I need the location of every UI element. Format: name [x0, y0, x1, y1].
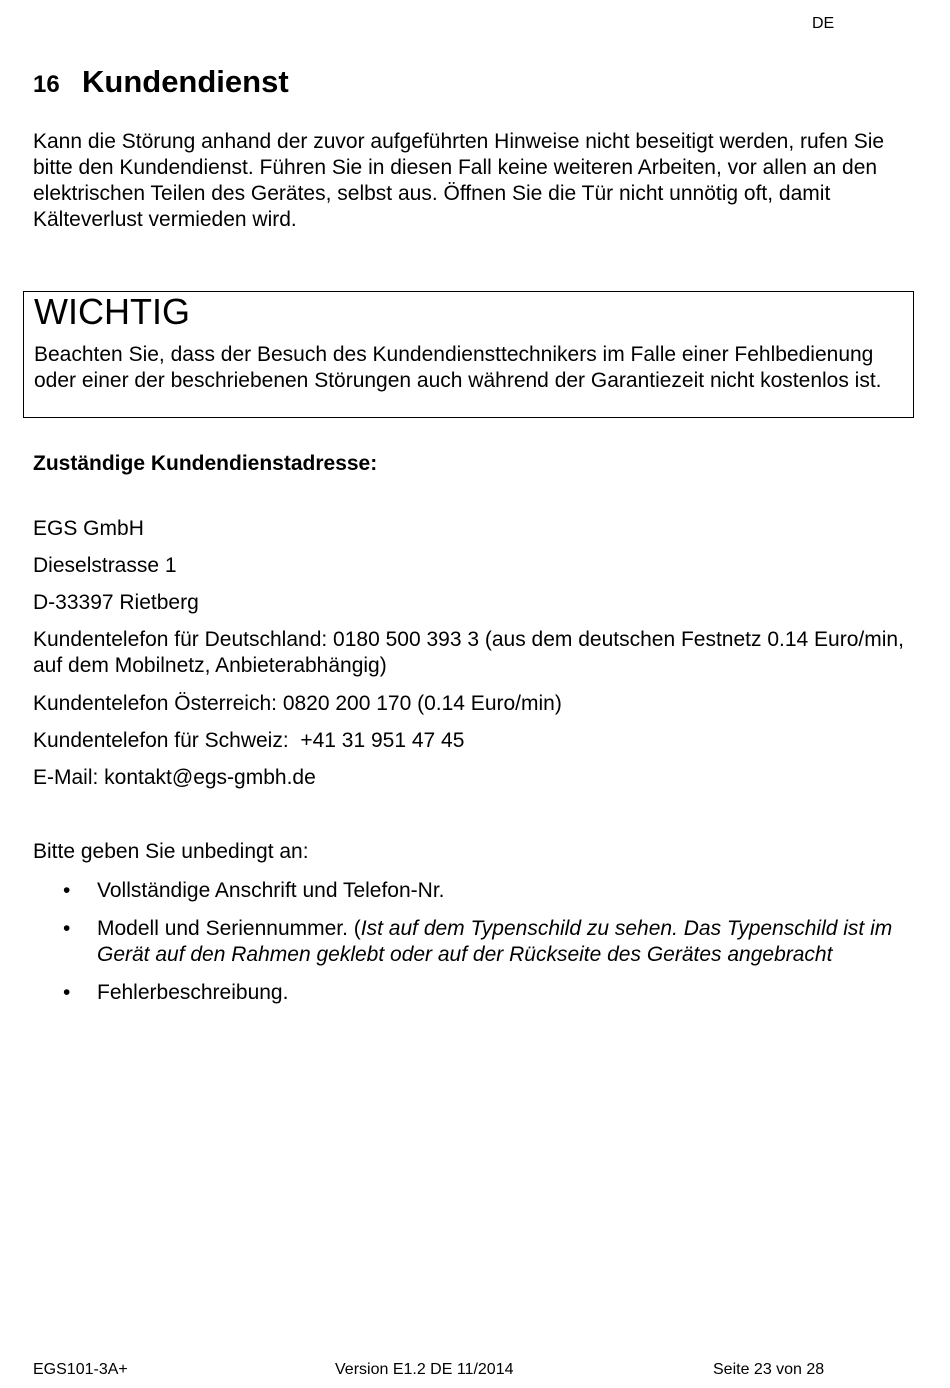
address-phone-at: Kundentelefon Österreich: 0820 200 170 (0.14 Euro/min): [33, 692, 562, 715]
instructions-list: [33, 878, 923, 1018]
list-item: [33, 878, 923, 904]
bullet-icon: •: [63, 879, 71, 902]
section-heading: [33, 64, 289, 100]
address-street: Dieselstrasse 1: [33, 554, 177, 577]
list-item-text: Fehlerbeschreibung.: [97, 981, 289, 1004]
list-item: [33, 916, 923, 968]
address-heading: Zuständige Kundendienstadresse:: [33, 452, 378, 475]
footer-model: EGS101-3A+: [33, 1361, 128, 1378]
footer-version: Version E1.2 DE 11/2014: [335, 1361, 514, 1378]
footer-page-number: Seite 23 von 28: [713, 1361, 825, 1378]
section-title: Kundendienst: [82, 64, 289, 99]
address-email: E-Mail: kontakt@egs-gmbh.de: [33, 766, 316, 789]
list-item-italic-text: Ist auf dem Typenschild zu sehen. Das Typenschild ist im Gerät auf den Rahmen geklebt oder auf der Rückseite des Gerätes angebracht: [97, 917, 893, 966]
instructions-lead: Bitte geben Sie unbedingt an:: [33, 840, 309, 863]
list-item: [33, 980, 923, 1006]
list-item-text: Vollständige Anschrift und Telefon-Nr.: [97, 879, 445, 902]
list-item-text: Modell und Seriennummer. (: [97, 917, 361, 940]
address-city: D-33397 Rietberg: [33, 591, 199, 614]
address-phone-de: Kundentelefon für Deutschland: 0180 500 393 3 (aus dem deutschen Festnetz 0.14 Euro/min, auf dem Mobilnetz, Anbieterabhängig): [33, 628, 904, 677]
warning-box: [23, 291, 914, 418]
warning-title: WICHTIG: [34, 291, 190, 332]
intro-paragraph: Kann die Störung anhand der zuvor aufgeführten Hinweise nicht beseitigt werden, rufen Sie bitte den Kundendienst. Führen Sie in diesen Fall keine weiteren Arbeiten, vor allen an den elektrischen Teilen des Gerätes, selbst aus. Öffnen Sie die Tür nicht unnötig oft, damit Kälteverlust vermieden wird.: [33, 130, 885, 231]
language-label: DE: [812, 15, 835, 32]
warning-text: Beachten Sie, dass der Besuch des Kundendiensttechnikers im Falle einer Fehlbedienung oder einer der beschriebenen Störungen auch während der Garantiezeit nicht kostenlos ist.: [34, 343, 882, 392]
section-number: 16: [33, 71, 60, 98]
address-phone-ch: Kundentelefon für Schweiz: +41 31 951 47 45: [33, 729, 465, 752]
bullet-icon: •: [63, 981, 71, 1004]
bullet-icon: •: [63, 917, 71, 940]
address-company: EGS GmbH: [33, 517, 144, 540]
